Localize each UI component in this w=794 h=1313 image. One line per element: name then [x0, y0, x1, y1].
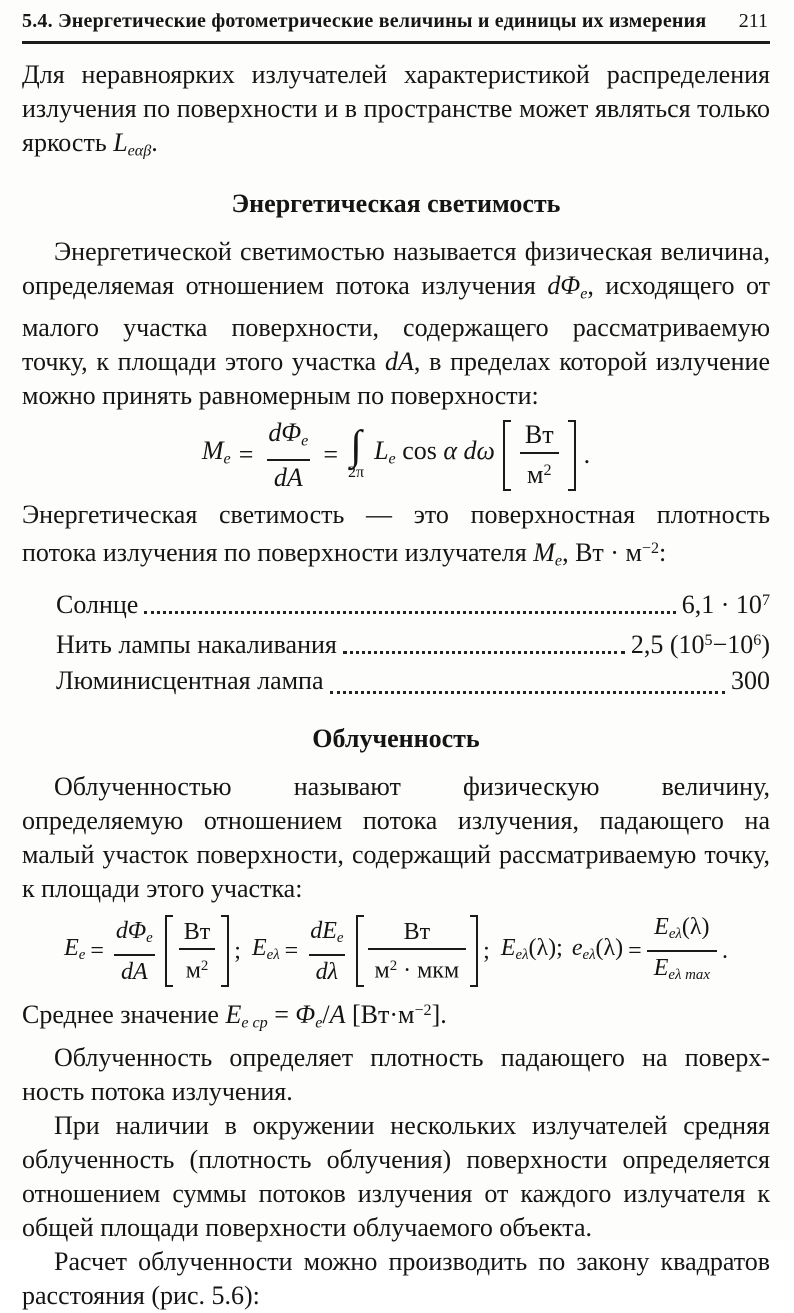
heading-irradiance: Облученность: [312, 724, 480, 754]
fraction-dphi-da: $\frac{\text{dΦe}}{dA}$: [268, 418, 309, 492]
semicolon: ;: [483, 938, 490, 965]
integral-icon: ∫: [350, 423, 362, 470]
formula-irradiance: [22, 914, 770, 988]
integral-over-2pi: ∫ 2π: [348, 423, 365, 482]
term-spectral: Eeλ(λ);: [500, 934, 563, 963]
fraction-de-dlambda: $\frac{\text{dEe}}{d\lambda}$: [310, 917, 344, 985]
unit-fraction-wt-m2: $\frac{Вт}{м^2}$: [177, 919, 218, 983]
page-header: [22, 8, 770, 34]
paragraph-inverse-square-law: Расчет облученности можно производить по закону квадратов расстояния (рис. 5.6):: [22, 1246, 770, 1310]
paragraph-irradiance-density: Облученность определяет плотность падающего на поверхность потока излучения.: [22, 1042, 770, 1106]
fraction-e-lambda-ratio: $\frac{\text{Eeλ(λ)}}{\text{Eeλ max}}$: [647, 914, 717, 988]
term-e-lambda: Eeλ: [251, 934, 280, 963]
equals-sign: =: [90, 938, 104, 965]
exitance-values-list: [22, 584, 770, 704]
equals-sign: =: [323, 440, 338, 470]
equals-sign: =: [238, 440, 254, 470]
item-label: Солнце: [56, 590, 139, 620]
list-item-sun: [56, 584, 770, 624]
paragraph-irradiance-definition: Облученностью называют физическую величину, определяемую отношением потока излучения, падающего на малый участок поверхности, содержащий рассматриваемую точку, к площади этого участка:: [22, 772, 770, 904]
list-item-fluorescent: [56, 664, 770, 704]
item-value: 2,5 $(10^5-10^6)$: [630, 630, 770, 660]
term-relative-spectral: eeλ(λ): [571, 934, 624, 963]
item-label: Нить лампы накаливания: [56, 630, 337, 660]
left-bracket: [165, 915, 173, 987]
semicolon: ;: [234, 938, 241, 965]
line-average-value: Среднее значение Ee ср = Φe/A $[Вт\cdot м^{-2}]$.: [22, 1000, 447, 1032]
right-bracket: [221, 915, 229, 987]
equals-sign: =: [284, 938, 299, 965]
period: .: [721, 938, 728, 965]
item-value: $6,1 \cdot 10^7$: [681, 590, 770, 620]
item-label: Люминисцентная лампа: [56, 666, 324, 696]
equals-sign: =: [628, 938, 642, 965]
period: .: [583, 440, 591, 470]
left-bracket: [503, 420, 511, 491]
dot-leader: [144, 611, 675, 614]
left-bracket: [356, 915, 364, 987]
paragraph-multiple-sources: При наличии в окружении нескольких излучателей средняя облученность (плотность облучения) поверхности определяется отношением суммы потоков излучения от каждого излучателя к общей площади поверхности облучаемого объекта.: [22, 1110, 770, 1242]
list-item-filament: [56, 624, 770, 664]
dot-leader: [343, 651, 625, 654]
fraction-dphi-da: $\frac{\text{dΦe}}{dA}$: [115, 917, 153, 985]
page-number: 211: [738, 10, 768, 32]
unit-fraction-wt-m2: $\frac{Вт}{м^2}$: [518, 421, 561, 489]
unit-fraction-wt-m2-mkm: $\frac{Вт}{м^2 \cdot мкм}$: [368, 919, 467, 983]
item-value: 300: [731, 666, 770, 696]
paragraph-exitance-note: Энергетическая светимость — это поверхностная плотность потока излучения по поверхности излучателя Me, Вт · $м^{-2}$:: [22, 499, 770, 570]
formula-radiant-exitance: [22, 419, 770, 492]
heading-radiant-exitance: Энергетическая светимость: [231, 188, 561, 218]
right-bracket: [568, 420, 576, 491]
paragraph-intro: Для неравноярких излучателей характеристикой распределения излучения по поверхности и в пространстве может являться только яркость Leαβ.: [22, 60, 770, 160]
integrand: Le cos α dω: [374, 436, 495, 468]
running-head-title: 5.4. Энергетические фотометрические величины и единицы их измерения: [22, 10, 707, 32]
right-bracket: [470, 915, 478, 987]
term-e: Ee: [64, 934, 86, 963]
dot-leader: [330, 691, 725, 694]
formula-lhs: Me: [201, 436, 231, 468]
paragraph-exitance-definition: Энергетической светимостью называется физическая величина, определяемая отношением потока излучения dΦe, исходящего от малого участка поверхности, содержащего рассматриваемую точку, к площади этого участка dA, в пределах которой излучение можно принять равномерным по поверхности:: [22, 236, 771, 410]
header-rule: [22, 41, 770, 44]
